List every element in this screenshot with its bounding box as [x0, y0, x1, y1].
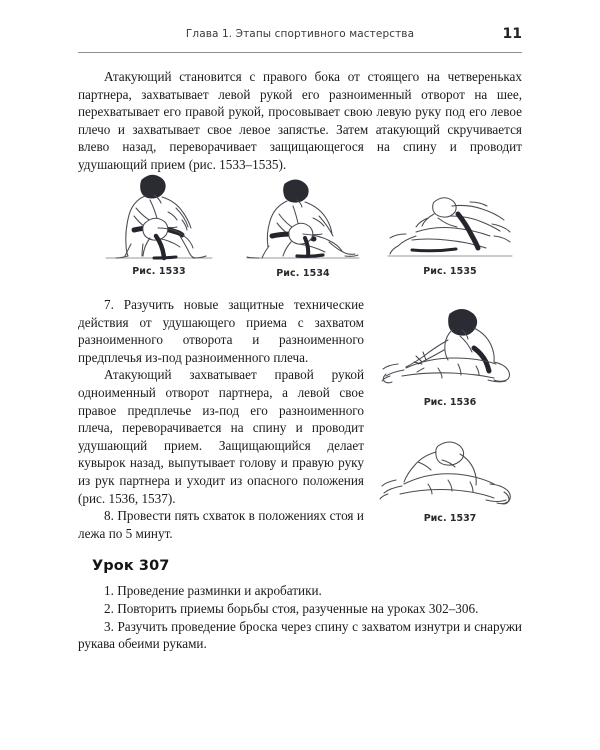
- intro-paragraph-block: [78, 68, 522, 174]
- judo-illustration-1536-icon: [378, 302, 518, 396]
- figure-1534: [228, 176, 378, 279]
- lesson-title: Урок 307: [92, 558, 170, 574]
- running-head-title: Глава 1. Этапы спортивного мастерства: [185, 28, 415, 40]
- item-7-paragraph: 7. Разучить новые защитные технические действия от удушающего приема с захватом разноименного отворота и разноименного предплечья из-под разноименного плеча.: [78, 297, 364, 365]
- middle-text-column: [78, 296, 364, 542]
- figure-1534-caption: Рис. 1534: [276, 268, 330, 279]
- figure-1536-caption: Рис. 1536: [423, 397, 477, 408]
- intro-paragraph: Атакующий становится с правого бока от стоящего на четвереньках партнера, захватывает левой рукой его разноименный отворот на шее, перехватывает его правой рукой, просовывает свою левую руку под его левое плечо и захватывает свое левое запястье. Затем атакующий скручивается влево назад, переворачивает защищающегося на спину и проводит удушающий прием (рис. 1533–1535).: [78, 69, 522, 172]
- middle-block: [78, 296, 522, 544]
- judo-illustration-1533-icon: [98, 166, 220, 264]
- judo-illustration-1535-icon: [382, 188, 518, 264]
- judo-illustration-1534-icon: [239, 176, 367, 266]
- lesson-item-2: 2. Повторить приемы борьбы стоя, разученные на уроках 302–306.: [104, 600, 479, 616]
- figure-1535: [378, 188, 522, 277]
- figure-1537-caption: Рис. 1537: [423, 513, 477, 524]
- figure-1533: [84, 166, 234, 277]
- running-head: [78, 28, 522, 50]
- figure-1535-caption: Рис. 1535: [423, 266, 477, 277]
- lesson-item-1: 1. Проведение разминки и акробатики.: [104, 583, 322, 598]
- judo-illustration-1537-icon: [378, 436, 518, 512]
- lesson-item-3: 3. Разучить проведение броска через спину с захватом изнутри и снаружи рукава обеими руками.: [78, 618, 522, 652]
- figure-1537: [378, 436, 522, 524]
- page-number: 11: [502, 26, 522, 42]
- figure-strip-top: [78, 166, 522, 286]
- lesson-item-list: [78, 582, 522, 653]
- figure-1536: [378, 302, 522, 408]
- header-rule: [78, 52, 522, 53]
- figure-1533-caption: Рис. 1533: [132, 266, 186, 277]
- item-7-detail-paragraph: Атакующий захватывает правой рукой одноименный отворот партнера, а левой свое правое предплечье из-под его разноименного плеча, переворачивается на спину и проводит удушающий прием. Защищающийся делает кувырок назад, выпутывает голову и правую руку из рук партнера и уходит из опасного положения (рис. 1536, 1537).: [78, 367, 364, 506]
- lesson-section: [78, 558, 522, 653]
- item-8-paragraph: 8. Провести пять схваток в положениях стоя и лежа по 5 минут.: [78, 508, 364, 541]
